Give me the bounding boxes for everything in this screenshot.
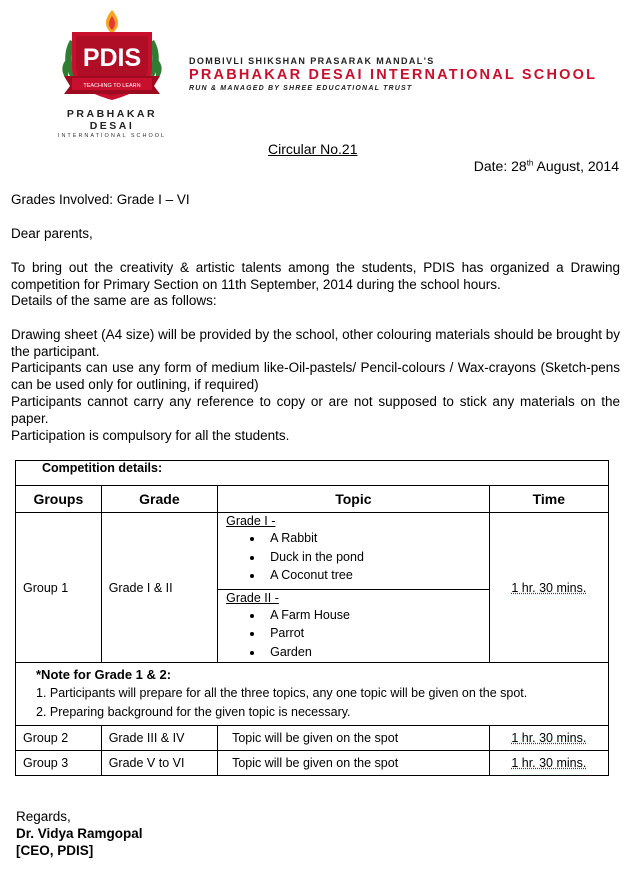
note-line-1: 1. Participants will prepare for all the three topics, any one topic will be given on the spot. (36, 686, 528, 700)
rule-drawing-sheet: Drawing sheet (A4 size) will be provided by the school, other colouring materials should be brought by the participant. (11, 327, 620, 359)
group1-topics (218, 513, 490, 663)
regards-text: Regards, (16, 809, 71, 824)
salutation: Dear parents, (11, 226, 93, 241)
signoff (16, 808, 143, 859)
logo-caption (44, 108, 180, 139)
list-item: • Garden (264, 643, 489, 662)
logo-caption-line2: INTERNATIONAL SCHOOL (57, 133, 167, 139)
table-row (16, 513, 609, 663)
header-time: Time (489, 486, 608, 513)
table-row (16, 751, 609, 776)
date-prefix: Date: 28 (473, 158, 527, 174)
header-grade: Grade (101, 486, 217, 513)
group2-name: Group 2 (16, 726, 102, 751)
mandal-name: DOMBIVLI SHIKSHAN PRASARAK MANDAL'S (189, 56, 435, 66)
topic-heading: Grade I - (226, 514, 276, 528)
logo-ribbon-text: TEACHING TO LEARN (83, 83, 141, 89)
circular-title: Circular No.21 (268, 141, 358, 157)
topic-heading: Grade II - (226, 590, 279, 605)
grades-involved: Grades Involved: Grade I – VI (11, 192, 190, 207)
group3-name: Group 3 (16, 751, 102, 776)
signatory-title: [CEO, PDIS] (16, 843, 94, 858)
list-item: • Duck in the pond (264, 548, 489, 567)
topic-block-grade2 (218, 591, 489, 662)
competition-table (15, 460, 609, 776)
details-intro: Details of the same are as follows: (11, 293, 217, 308)
note-row (16, 663, 609, 726)
group2-time (489, 726, 608, 751)
topic-block-grade1 (218, 514, 489, 590)
note-title: *Note for Grade 1 & 2: (36, 667, 172, 682)
group1-name: Group 1 (16, 513, 102, 663)
topic-list (226, 606, 489, 662)
list-item: • A Rabbit (264, 529, 489, 548)
group2-topic: Topic will be given on the spot (218, 726, 490, 751)
note-cell (16, 663, 609, 726)
logo-caption-line1: PRABHAKAR DESAI (66, 108, 158, 132)
list-item: • A Coconut tree (264, 566, 489, 585)
table-title: Competition details: (16, 461, 609, 486)
group1-time (489, 513, 608, 663)
table-row (16, 726, 609, 751)
note-line-2: 2. Preparing background for the given topic is necessary. (36, 705, 351, 719)
list-item: • A Farm House (264, 606, 489, 625)
time-value: 1 hr. 30 mins. (511, 731, 587, 745)
group3-time (489, 751, 608, 776)
circular-date (474, 158, 619, 174)
rule-medium: Participants can use any form of medium like-Oil-pastels/ Pencil-colours / Wax-crayons (Sketch-pens can be used only for outlining, if required) (11, 360, 620, 392)
school-name: PRABHAKAR DESAI INTERNATIONAL SCHOOL (189, 67, 598, 83)
header-groups: Groups (16, 486, 102, 513)
header-topic: Topic (218, 486, 490, 513)
topic-list (226, 529, 489, 585)
intro-paragraph: To bring out the creativity & artistic talents among the students, PDIS has organized a Drawing competition for Primary Section on 11th September, 2014 during the school hours. (11, 260, 620, 292)
table-header-row (16, 486, 609, 513)
date-sup: th (526, 158, 534, 168)
time-value: 1 hr. 30 mins. (511, 756, 587, 770)
rule-compulsory: Participation is compulsory for all the students. (11, 428, 290, 443)
logo-text: PDIS (82, 44, 142, 72)
signatory-name: Dr. Vidya Ramgopal (16, 826, 143, 841)
date-suffix: August, 2014 (533, 158, 619, 174)
school-logo (58, 10, 166, 108)
list-item: • Parrot (264, 624, 489, 643)
group1-grade: Grade I & II (101, 513, 217, 663)
group3-grade: Grade V to VI (101, 751, 217, 776)
time-value: 1 hr. 30 mins. (511, 580, 587, 595)
group3-topic: Topic will be given on the spot (218, 751, 490, 776)
group2-grade: Grade III & IV (101, 726, 217, 751)
school-header (189, 56, 597, 92)
rule-reference: Participants cannot carry any reference to copy or are not supposed to stick any materials on the paper. (11, 394, 620, 426)
managed-by: RUN & MANAGED BY SHREE EDUCATIONAL TRUST (189, 85, 413, 92)
